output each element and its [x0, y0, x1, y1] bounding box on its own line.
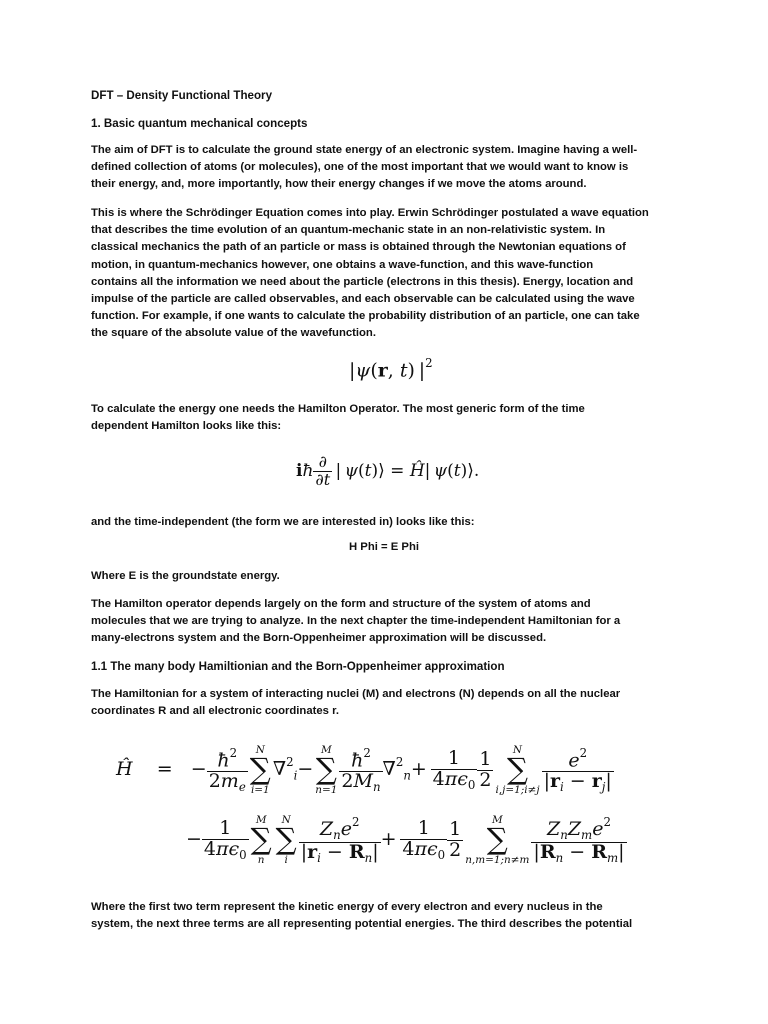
paragraph-aim-of-dft	[91, 142, 677, 194]
text-line: dependent Hamilton looks like this:	[91, 420, 282, 433]
equation-simple-text: H Phi = E Phi	[349, 541, 419, 553]
text-line: motion, in quantum-mechanics however, one obtains a wave-function, and this wave-function	[91, 258, 594, 271]
text-line: To calculate the energy one needs the Hamilton Operator. The most generic form of the time	[91, 403, 585, 415]
equation-many-body-hamiltonian-line1: Ĥ = − $\frac{ħ^2}{2m_e}$ N ∑ i=1 ∇$^2_i$− M ∑ n=1 $\frac{ħ^2}{2M_n}$ ∇$^2_n$+ $\frac{1}{4\pi\epsilon_0}$ $\frac{1}{2}$ N ∑ i,j=1;i≠j $\frac{e^2}{|r_i - r_j|}$	[116, 744, 612, 796]
equation-wavefunction-square: |ψ(r, t) $|^2$	[349, 356, 433, 382]
text-line: classical mechanics the path of an particle or mass is obtained through the Newtonian equations of	[91, 241, 626, 254]
equation-time-dependent-schrodinger: iħ $\frac{\partial}{\partial t}$ | ψ(t)⟩ = Ĥ| ψ(t)⟩.	[296, 452, 480, 489]
text-line: The Hamiltonian for a system of interacting nuclei (M) and electrons (N) depends on all the nuclear	[91, 688, 621, 700]
paragraph-hamilton-depends	[91, 596, 677, 648]
text-line: This is where the Schrödinger Equation comes into play. Erwin Schrödinger postulated a wave equation	[91, 207, 649, 219]
text-line: that describes the time evolution of an quantum-mechanic state in an non-relativistic system. In	[91, 224, 606, 237]
text-line: the square of the absolute value of the wavefunction.	[91, 327, 376, 340]
text-line: function. For example, if one wants to calculate the probability distribution of an particle, one can take	[91, 310, 640, 323]
text-line: many-electrons system and the Born-Oppenheimer approximation will be discussed.	[91, 632, 547, 645]
section-heading-basic-concepts: 1. Basic quantum mechanical concepts	[91, 117, 308, 130]
text-line: coordinates R and all electronic coordinates r.	[91, 705, 339, 718]
text-line: molecules that we are trying to analyze. In the next chapter the time-independent Hamiltonian for a	[91, 615, 621, 628]
text-line: system, the next three terms are all representing potential energies. The third describes the potential	[91, 918, 633, 931]
text-line: their energy, and, more importantly, how their energy changes if we move the atoms around.	[91, 178, 587, 191]
equation-many-body-hamiltonian-line2: − $\frac{1}{4\pi\epsilon_0}$ M ∑ n N ∑ i $\frac{Z_ne^2}{|r_i - R_n|}$ + $\frac{1}{4\pi\epsilon_0}$ $\frac{1}{2}$ M ∑ n,m=1;n≠m $\frac{Z_nZ_me^2}{|R_n - R_m|}$	[186, 814, 625, 866]
text-line: defined collection of atoms (or molecules), one of the most important that we would want to know is	[91, 161, 629, 174]
text-line: contains all the information we need about the particle (electrons in this thesis). Energy, location and	[91, 275, 634, 288]
text-line: impulse of the particle are called observables, and each observable can be calculated using the wave	[91, 293, 635, 306]
paragraph-hamilton-operator	[91, 401, 677, 435]
text-line: Where the first two term represent the kinetic energy of every electron and every nucleus in the	[91, 901, 603, 913]
paragraph-hamiltonian-system	[91, 686, 677, 720]
paragraph-terms-explanation	[91, 899, 677, 933]
paragraph-time-independent-intro: and the time-independent (the form we are interested in) looks like this:	[91, 516, 475, 528]
section-heading-many-body: 1.1 The many body Hamiltionian and the Born-Oppenheimer approximation	[91, 660, 505, 673]
text-line: The aim of DFT is to calculate the ground state energy of an electronic system. Imagine having a well-	[91, 144, 638, 156]
paragraph-groundstate: Where E is the groundstate energy.	[91, 570, 280, 582]
paragraph-schrodinger	[91, 205, 677, 343]
text-line: The Hamilton operator depends largely on the form and structure of the system of atoms and	[91, 598, 591, 610]
document-title: DFT – Density Functional Theory	[91, 89, 273, 102]
